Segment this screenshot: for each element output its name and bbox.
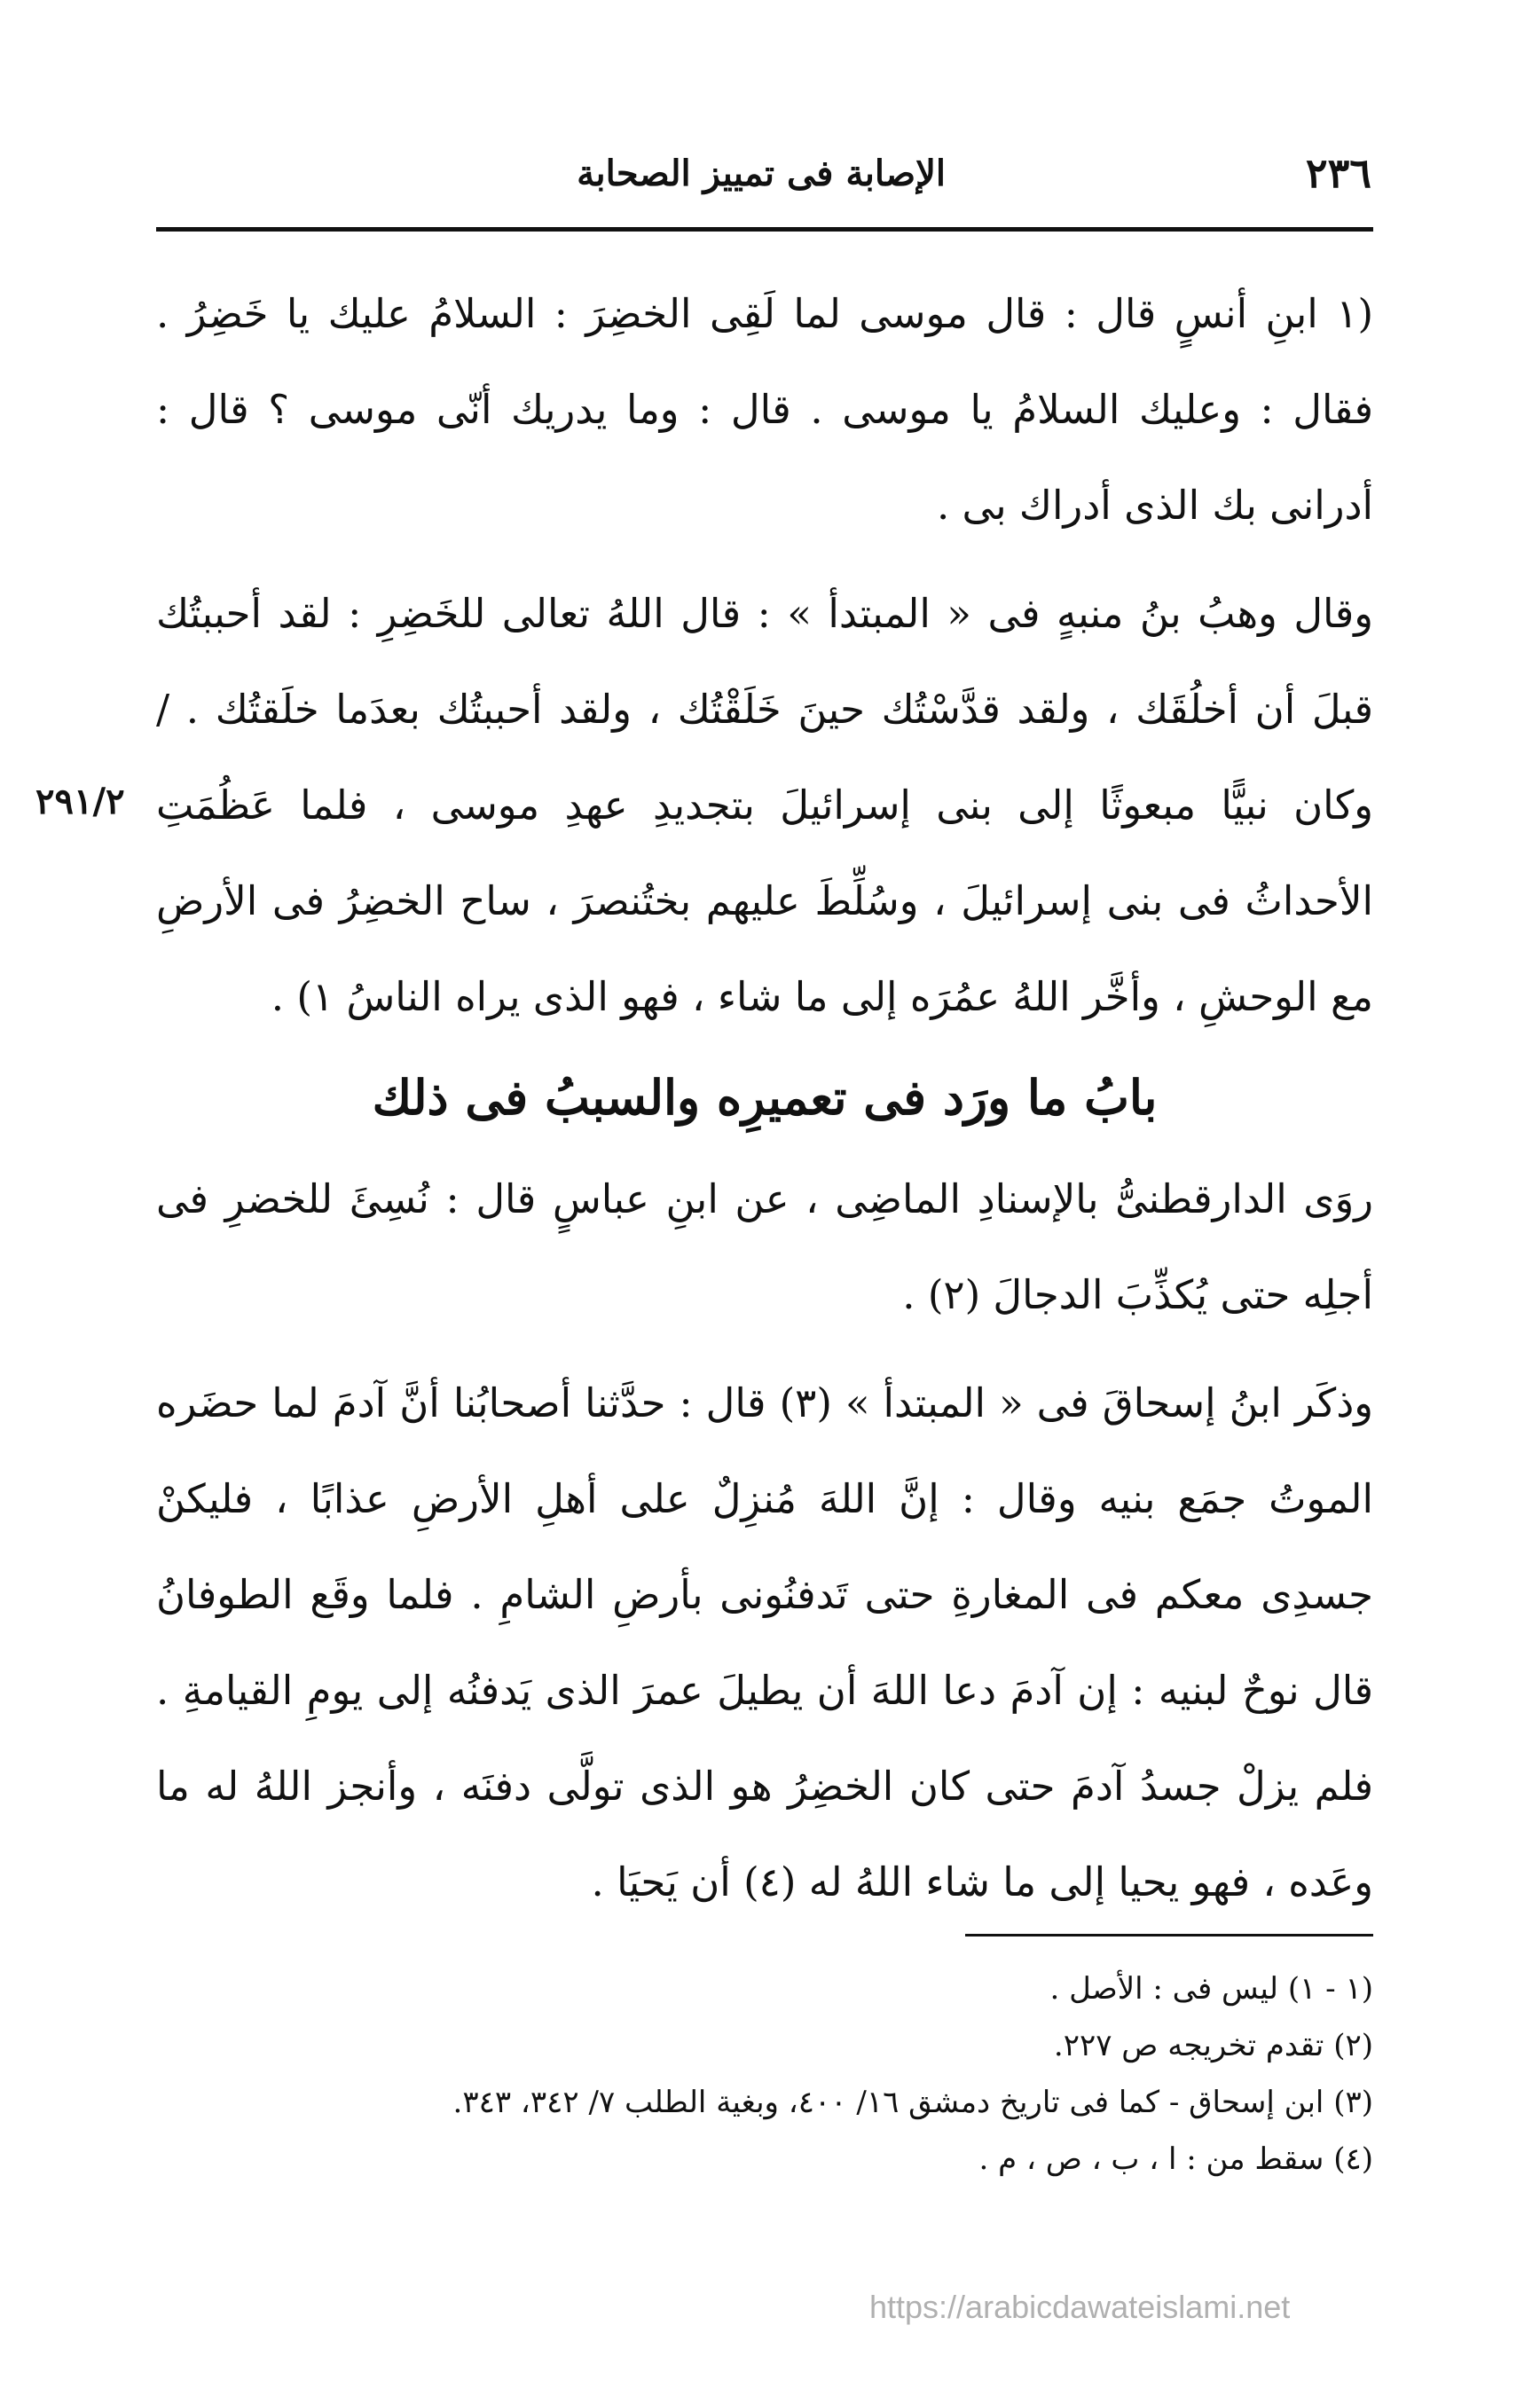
paragraph: (١ ابنِ أنسٍ قال : قال موسى لما لَقِى الخضِرَ : السلامُ عليك يا خَضِرُ . فقال : وعليك السلامُ يا موسى . قال : وما يدريك أنّى موسى ؟ قال : أدرانى بك الذى أدراك بى . [156, 290, 1373, 529]
footnote: (٢) تقدم تخريجه ص ٢٢٧. [1053, 2028, 1373, 2063]
paragraph: وذكَر ابنُ إسحاقَ فى « المبتدأ » (٣) قال : حدَّثنا أصحابُنا أنَّ آدمَ لما حضَره الموتُ جمَع بنيه وقال : إنَّ اللهَ مُنزِلٌ على أهلِ الأرضِ عذابًا ، فليكنْ جسدِى معكم فى المغارةِ حتى تَدفنُونى بأرضِ الشامِ . فلما وقَع الطوفانُ قال نوحٌ لبنيه : إن آدمَ دعا اللهَ أن يطيلَ عمرَ الذى يَدفنُه إلى يومِ القيامةِ . فلم يزلْ جسدُ آدمَ حتى كان الخضِرُ هو الذى تولَّى دفنَه ، وأنجز اللهُ له ما وعَده ، فهو يحيا إلى ما شاء اللهُ له (٤) أن يَحيَا . [156, 1379, 1373, 1905]
paragraph: روَى الدارقطنىُّ بالإسنادِ الماضِى ، عن ابنِ عباسٍ قال : نُسِئَ للخضرِ فى أجلِه حتى يُكذِّبَ الدجالَ (٢) . [156, 1175, 1373, 1318]
header-divider [156, 227, 1373, 232]
footnote-divider [965, 1934, 1373, 1937]
main-text [156, 266, 1373, 1930]
page-header [156, 149, 1371, 211]
footnote: (١ - ١) ليس فى : الأصل . [1049, 1971, 1373, 2007]
section-heading: بابُ ما ورَد فى تعميرِه والسببُ فى ذلك [372, 1069, 1158, 1126]
footnote: (٣) ابن إسحاق - كما فى تاريخ دمشق ١٦/ ٤٠٠، وبغية الطلب ٧/ ٣٤٢، ٣٤٣. [452, 2085, 1373, 2120]
watermark-url: https://arabicdawateislami.net [869, 2289, 1291, 2325]
footnote: (٤) سقط من : ا ، ب ، ص ، م . [978, 2141, 1373, 2177]
margin-reference: ٢٩١/٢ [35, 781, 125, 822]
page-number: ٢٣٦ [1305, 149, 1371, 197]
running-title: الإصابة فى تمييز الصحابة [577, 153, 946, 194]
footnotes [156, 1960, 1373, 2188]
paragraph: وقال وهبُ بنُ منبهٍ فى « المبتدأ » : قال اللهُ تعالى للخَضِرِ : لقد أحببتُك قبلَ أن أخلُقَك ، ولقد قدَّسْتُك حينَ خَلَقْتُك ، ولقد أحببتُك بعدَما خلَقتُك . /وكان نبيًّا مبعوثًا إلى بنى إسرائيلَ بتجديدِ عهدِ موسى ، فلما عَظُمَتِ الأحداثُ فى بنى إسرائيلَ ، وسُلِّطَ عليهم بختُنصرَ ، ساح الخضِرُ فى الأرضِ مع الوحشِ ، وأخَّر اللهُ عمُرَه إلى ما شاء ، فهو الذى يراه الناسُ ١) . [156, 590, 1373, 1020]
